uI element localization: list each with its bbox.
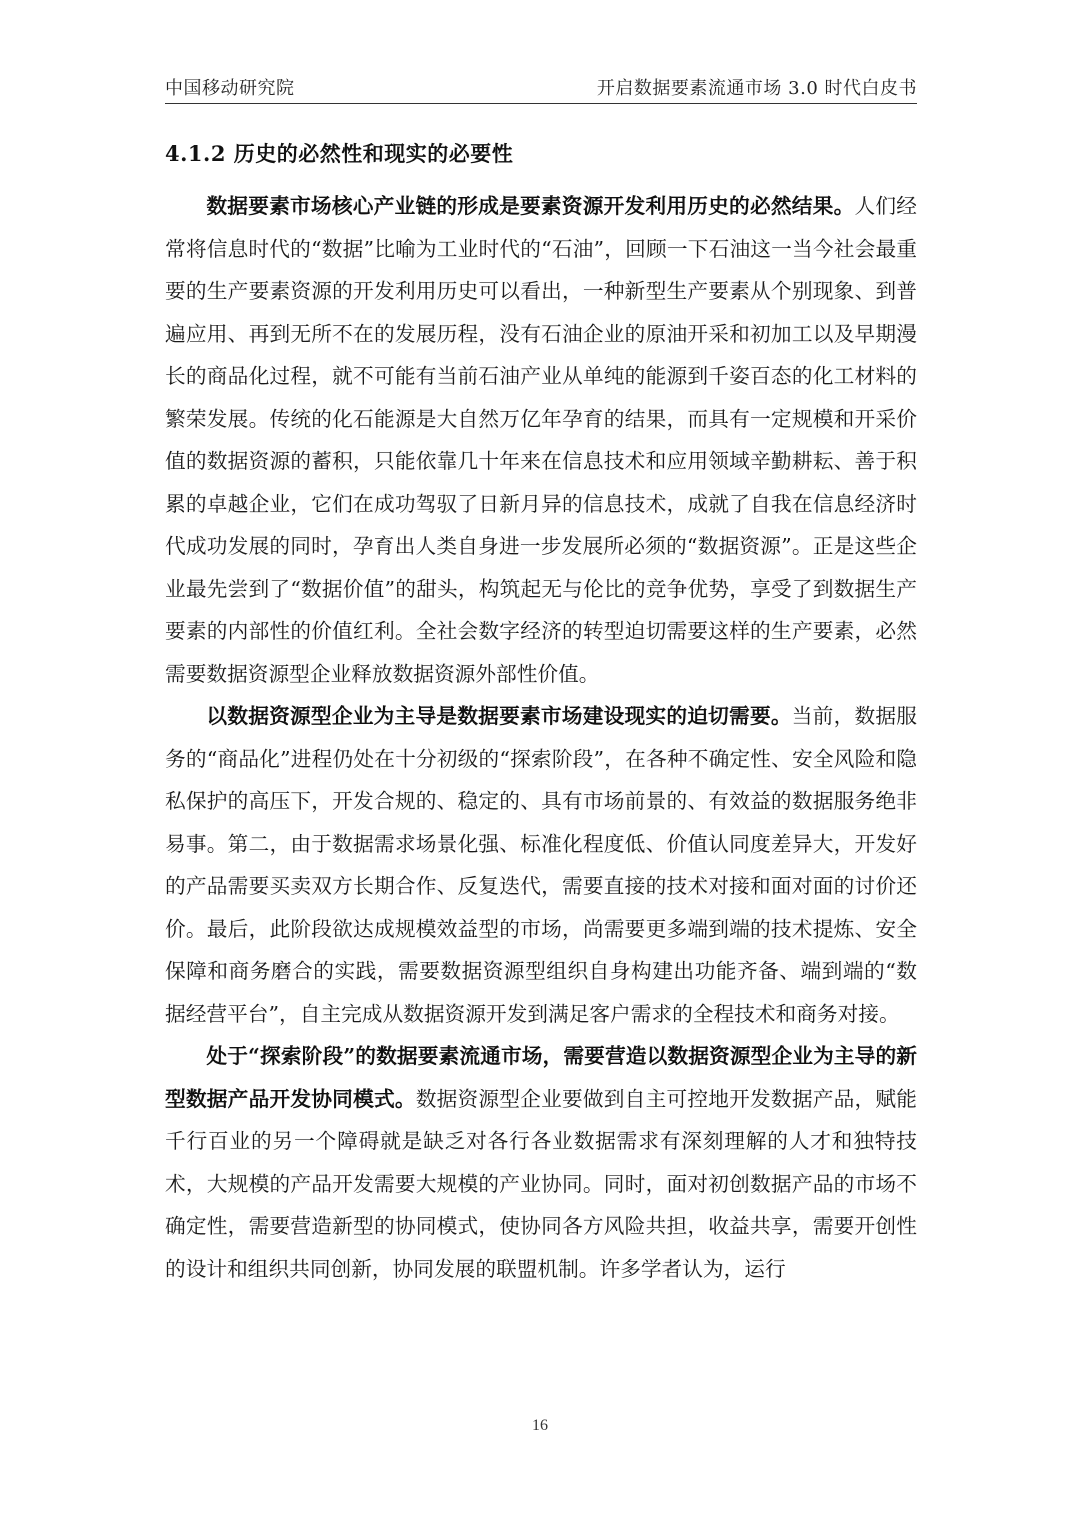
body-text: [165, 185, 917, 1290]
paragraph-2: [165, 695, 917, 1035]
paragraph-2-body: 当前，数据服务的“商品化”进程仍处在十分初级的“探索阶段”，在各种不确定性、安全风险和隐私保护的高压下，开发合规的、稳定的、具有市场前景的、有效益的数据服务绝非易事。第二，由于数据需求场景化强、标准化程度低、价值认同度差异大，开发好的产品需要买卖双方长期合作、反复迭代，需要直接的技术对接和面对面的讨价还价。最后，此阶段欲达成规模效益型的市场，尚需要更多端到端的技术提炼、安全保障和商务磨合的实践，需要数据资源型组织自身构建出功能齐备、端到端的“数据经营平台”，自主完成从数据资源开发到满足客户需求的全程技术和商务对接。: [165, 704, 917, 1026]
page-number: 16: [532, 1417, 548, 1434]
paragraph-3-lead: 处于“探索阶段”的数据要素流通市场，需要营造以数据资源型企业为主导的新型数据产品开发协同模式。: [165, 1044, 917, 1111]
section-heading: 4.1.2 历史的必然性和现实的必要性: [165, 141, 514, 166]
paragraph-2-lead: 以数据资源型企业为主导是数据要素市场建设现实的迫切需要。: [206, 704, 792, 728]
paragraph-1: [165, 185, 917, 695]
page-header: [165, 74, 917, 104]
paragraph-3-body: 数据资源型企业要做到自主可控地开发数据产品，赋能千行百业的另一个障碍就是缺乏对各行各业数据需求有深刻理解的人才和独特技术，大规模的产品开发需要大规模的产业协同。同时，面对初创数据产品的市场不确定性，需要营造新型的协同模式，使协同各方风险共担，收益共享，需要开创性的设计和组织共同创新，协同发展的联盟机制。许多学者认为，运行: [165, 1086, 917, 1281]
paragraph-1-body: 人们经常将信息时代的“数据”比喻为工业时代的“石油”，回顾一下石油这一当今社会最重要的生产要素资源的开发利用历史可以看出，一种新型生产要素从个别现象、到普遍应用、再到无所不在的发展历程，没有石油企业的原油开采和初加工以及早期漫长的商品化过程，就不可能有当前石油产业从单纯的能源到千姿百态的化工材料的繁荣发展。传统的化石能源是大自然万亿年孕育的结果，而具有一定规模和开采价值的数据资源的蓄积，只能依靠几十年来在信息技术和应用领域辛勤耕耘、善于积累的卓越企业，它们在成功驾驭了日新月异的信息技术，成就了自我在信息经济时代成功发展的同时，孕育出人类自身进一步发展所必须的“数据资源”。正是这些企业最先尝到了“数据价值”的甜头，构筑起无与伦比的竞争优势，享受了到数据生产要素的内部性的价值红利。全社会数字经济的转型迫切需要这样的生产要素，必然需要数据资源型企业释放数据资源外部性价值。: [165, 194, 917, 686]
header-divider: [165, 103, 917, 104]
paragraph-1-lead: 数据要素市场核心产业链的形成是要素资源开发利用历史的必然结果。: [206, 194, 855, 218]
header-organization: 中国移动研究院: [165, 78, 295, 99]
header-document-title: 开启数据要素流通市场 3.0 时代白皮书: [596, 78, 917, 99]
paragraph-3: [165, 1035, 917, 1290]
